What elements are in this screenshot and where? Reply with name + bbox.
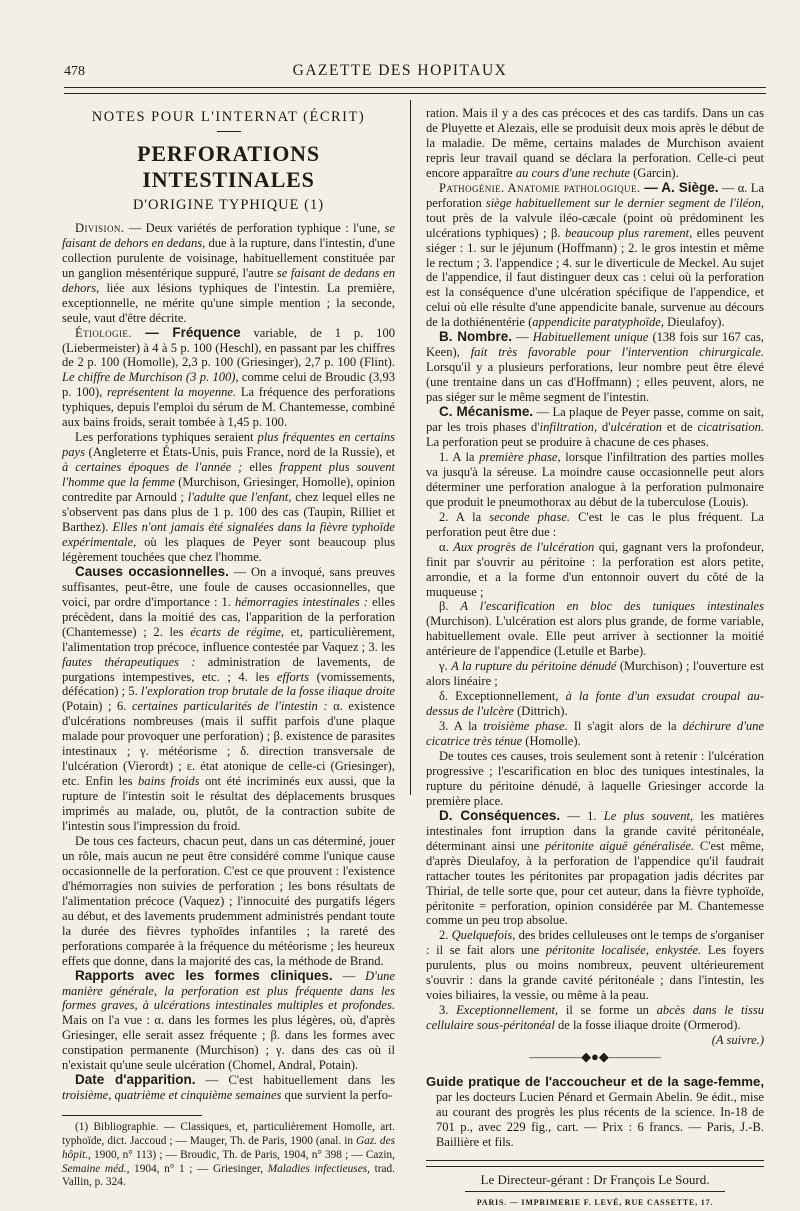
book-notice: Guide pratique de l'accoucheur et de la sage-femme, par les docteurs Lucien Pénard et Germain Abelin. 9e édit., mise au courant des progrès les plus récents de la science. In-18 de 701 p., avec 229 fig., cart. — Prix : 6 francs. — Paris, J.-B. Baillière et fils. [426, 1074, 764, 1149]
paragraph-alpha: α. Aux progrès de l'ulcération qui, gagnant vers la profondeur, finit par s'ouvrir au péritoine : la perforation est alors petite, arrondie, et a la forme d'un entonnoir ouvert du côté de la muqueuse ; [426, 539, 764, 599]
paragraph-rapports: Rapports avec les formes cliniques. — D'une manière générale, la perforation est plus fréquente dans les formes graves, à ulcérations intestinales multiples et profondes. Mais on l'a vue : α. dans les formes les plus légères, où, d'après Griesinger, elle serait assez fréquente ; β. dans les formes avec constipation permanente (Murchison) ; γ. dans des cas où il n'existait qu'une seule ulcération (Chomel, Andral, Potain). [62, 967, 395, 1073]
paragraph-delta: δ. Exceptionnellement, à la fonte d'un exsudat croupal au-dessus de l'ulcère (Dittrich). [426, 689, 764, 719]
paragraph-pathogenie: Pathogénie. Anatomie pathologique. — A. Siège. — α. La perforation siège habituellement sur le dernier segment de l'iléon, tout près de la valvule iléo-cæcale (point où prédominent les ulcérations typhiques) ; β. beaucoup plus rarement, elles peuvent siéger : 1. sur le jéjunum (Hoffmann) ; 2. le gros intestin et même le rectum ; 3. l'appendice ; 4. sur le diverticule de Meckel. Au sujet de l'appendice, il faut distinguer deux cas : celui où la perforation est la conséquence d'une ulcération spécifique de l'appendice, et celui où elle résulte d'une appendicite banale, survenue au décours de la dothiénentérie (appendicite paratyphoïde, Dieulafoy). [426, 179, 765, 330]
paragraph-causes-retenues: De toutes ces causes, trois seulement sont à retenir : l'ulcération progressive ; l'escarification en bloc des tuniques intestinales, la rupture du péritoine dénudé, à laquelle Griesinger accorde la première place. [426, 748, 764, 808]
paragraph-causes: Causes occasionnelles. — On a invoqué, sans preuves suffisantes, peut-être, une foule de causes occasionnelles, que voici, par ordre d'importance : 1. hémorragies intestinales : elles précèdent, dans la moitié des cas, l'apparition de la perforation (Chantemesse) ; 2. les écarts de régime, et, particulièrement, l'alimentation trop précoce, influence contestée par Vaquez ; 3. les fautes thérapeutiques : administration de lavements, de purgations intempestives, etc. ; 4. les efforts (vomissements, défécation) ; 5. l'exploration trop brutale de la fosse iliaque droite (Potain) ; 6. certaines particularités de l'intestin : α. existence d'ulcérations nombreuses (mais il suffit parfois d'une plaque malade pour provoquer une perforation) ; β. existence de parasites intestinaux ; γ. météorisme ; δ. direction transversale de l'ulcération (Vierordt) ; ε. état atonique de celle-ci (Griesinger), etc. Enfin les bains froids ont été incriminés eux aussi, que la rupture de l'intestin soit le résultat des déplacements brusques imprimés au malade, ou, plutôt, de la contraction subite de l'intestin sous l'impression du froid. [62, 563, 396, 834]
article-kicker: NOTES POUR L'INTERNAT (ÉCRIT) [91, 109, 366, 125]
ornament-divider: ————◆●◆———— [529, 1049, 661, 1065]
journal-title: GAZETTE DES HOPITAUX [292, 62, 508, 79]
paragraph-mecanisme: C. Mécanisme. — La plaque de Peyer passe, comme on sait, par les trois phases d'infiltration, d'ulcération et de cicatrisation. La perforation peut se produire à chacune de ces phases. [426, 404, 765, 449]
paragraph-exceptionnellement: 3. Exceptionnellement, il se forme un abcès dans le tissu cellulaire sous-péritonéal de la fosse iliaque droite (Ormerod). [426, 1003, 764, 1033]
article-title: PERFORATIONS INTESTINALES [137, 140, 320, 192]
paragraph-consequences: D. Conséquences. — 1. Le plus souvent, les matières intestinales font irruption dans la grande cavité péritonéale, déterminant ainsi une péritonite aiguë généralisée. C'est même, d'après Dieulafoy, à la perforation de l'appendice qu'il faudrait rattacher toutes les péritonites par propagation jadis décrites par Thirial, de telle sorte que, pour cet auteur, dans la fièvre typhoïde, péritonite = perforation, opinion considérée par M. Chantemesse comme un peu trop absolue. [426, 807, 765, 928]
column-divider [410, 100, 411, 795]
paragraph-division: Division. — Deux variétés de perforation typhique : l'une, se faisant de dehors en dedans, due à la rupture, dans l'intestin, d'une collection purulente de voisinage, habituellement constituée par un ganglion mésentérique suppuré, l'autre se faisant de dedans en dehors, liée aux lésions typhiques de l'intestin. La première, exceptionnelle, ne mérite qu'une simple mention ; la seconde, seule, vaut d'être décrite. [62, 220, 395, 325]
article-subtitle: D'ORIGINE TYPHIQUE (1) [132, 196, 325, 213]
right-column [426, 106, 764, 1211]
paragraph-quelquefois: 2. Quelquefois, des brides celluleuses ont le temps de s'organiser : il se fait alors une péritonite localisée, enkystée. Les foyers purulents, plus ou moins nombreux, peuvent ultérieurement s'ouvrir : dans la grande cavité péritonéale ; dans l'intestin, les voies biliaires, la vessie, ou même à la peau. [426, 928, 765, 1003]
paragraph-date: Date d'apparition. — C'est habituellement dans les troisième, quatrième et cinquième semaines que survient la perfo- [62, 1072, 395, 1103]
gerant-rule [465, 1191, 725, 1192]
left-column [62, 106, 395, 1190]
footnote-bibliographie: (1) Bibliographie. — Classiques, et, particulièrement Homolle, art. typhoïde, dict. Jaccoud ; — Mauger, Th. de Paris, 1900 (anal. in Gaz. des hôpit., 1900, n° 113) ; — Broudic, Th. de Paris, 1904, n° 398 ; — Cazin, Semaine méd., 1904, n° 1 ; — Griesinger, Maladies infectieuses, trad. Vallin, p. 324. [62, 1121, 396, 1189]
header-double-rule [64, 87, 766, 94]
paragraph-nombre: B. Nombre. — Habituellement unique (138 fois sur 167 cas, Keen), fait très favorable pour l'intervention chirurgicale. Lorsqu'il y a plusieurs perforations, leur nombre peut être élevé (une trentaine dans un cas d'Hoffmann) ; elles peuvent, alors, ne pas siéger sur le même segment de l'intestin. [426, 329, 765, 405]
directeur-gerant: Le Directeur-gérant : Dr François Le Sourd. [480, 1171, 710, 1187]
paragraph-phase-1: 1. A la première phase, lorsque l'infiltration des parties molles va jusqu'à la séreuse. La moindre cause occasionnelle peut alors déterminer une perforation analogue à la perforation pulmonaire que produit le pneumothorax au début de la tuberculose (Louis). [426, 449, 764, 509]
imprimerie-line: PARIS. — IMPRIMERIE F. LEVÉ, RUE CASSETTE, 17. [476, 1197, 714, 1207]
paragraph-gamma: γ. A la rupture du péritoine dénudé (Murchison) ; l'ouverture est alors linéaire ; [426, 659, 764, 689]
paragraph-beta: β. A l'escarification en bloc des tuniques intestinales (Murchison). L'ulcération est alors plus grande, de forme variable, habituellement ovale. Elle peut arriver à sectionner la moitié antérieure de l'appendice (Letulle et Barbe). [426, 599, 764, 659]
paragraph-phase-2: 2. A la seconde phase. C'est le cas le plus fréquent. La perforation peut être due : [426, 509, 764, 539]
page-number: 478 [64, 64, 85, 79]
colophon-double-rule [426, 1160, 764, 1167]
paragraph-phase-3: 3. A la troisième phase. Il s'agit alors de la déchirure d'une cicatrice très ténue (Homolle). [426, 719, 765, 749]
paragraph-pays: Les perforations typhiques seraient plus fréquentes en certains pays (Angleterre et États-Unis, puis France, nord de la Russie), et à certaines époques de l'année ; elles frappent plus souvent l'homme que la femme (Murchison, Griesinger, Homolle), opinion contredite par Arnould ; l'adulte que l'enfant, chez lequel elles ne s'observent pas dans plus de 1 p. 100 des cas (Taupin, Rilliet et Barthez). Elles n'ont jamais été signalées dans la fièvre typhoïde expérimentale, où les plaques de Peyer sont beaucoup plus légèrement touchées que chez l'homme. [62, 430, 396, 564]
paragraph-ration: ration. Mais il y a des cas précoces et des cas tardifs. Dans un cas de Pluyette et Alezais, elle se produisit deux mois après le début de la maladie. De même, certains malades de Murchison avaient repris leur travail quand se déclara la perforation. Celle-ci peut encore apparaître au cours d'une rechute (Garcin). [426, 106, 764, 180]
paragraph-facteurs: De tous ces facteurs, chacun peut, dans un cas déterminé, jouer un rôle, mais aucun ne peut être considéré comme l'unique cause occasionnelle de la perforation. C'est ce que prouvent : l'existence d'hémorragies non suivies de perforation ; les bons résultats de l'alimentation précoce (Vaquez) ; l'innocuité des purgatifs légers au début, et des lavements prudemment administrés pendant toute la durée des fièvres typhoïdes infantiles ; la rareté des perforations comparée à la fréquence du météorisme ; les heureux effets que donne, dans la majorité des cas, la méthode de Brand. [62, 833, 395, 968]
paragraph-etiologie: Étiologie. — Fréquence variable, de 1 p. 100 (Liebermeister) à 4 à 5 p. 100 (Heschl), en passant par les chiffres de 2 p. 100 (Homolle), 2,3 p. 100 (Griesinger), 2,7 p. 100 (Flint). Le chiffre de Murchison (3 p. 100), comme celui de Broudic (3,93 p. 100), représentent la moyenne. La fréquence des perforations typhiques, depuis l'emploi du sérum de M. Chantemesse, combiné aux bains froids, serait tombée à 1,45 p. 100. [62, 324, 395, 430]
footnote-rule [62, 1115, 202, 1116]
a-suivre: (A suivre.) [711, 1033, 764, 1048]
title-rule [217, 131, 241, 132]
